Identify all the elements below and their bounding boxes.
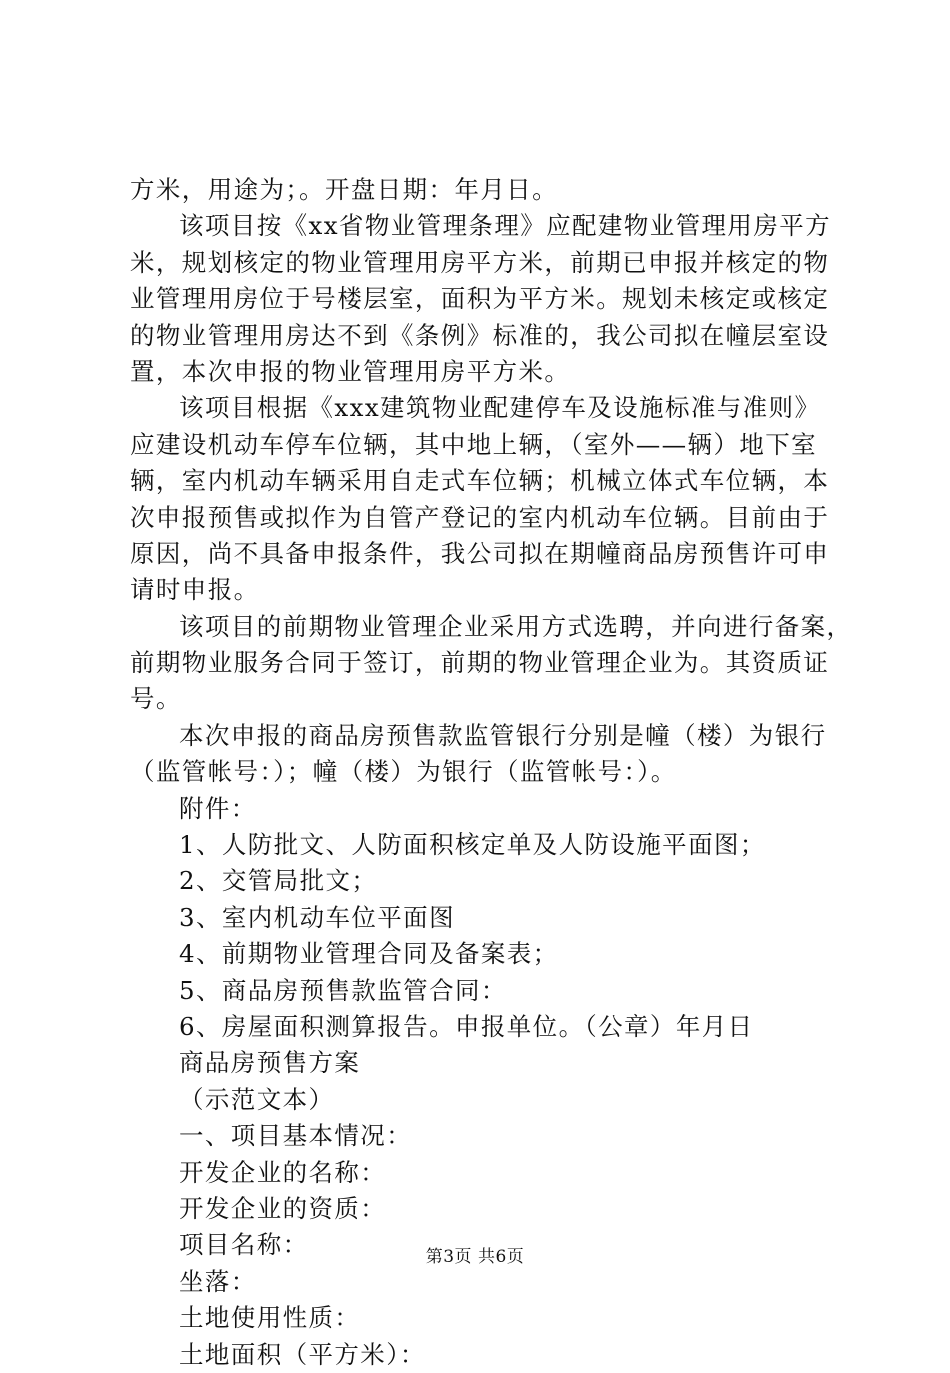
section-title: 商品房预售方案 [179, 1048, 361, 1078]
text-line: 前期物业服务合同于签订，前期的物业管理企业为。其资质证 [130, 648, 830, 678]
form-field-label: 土地面积（平方米）： [179, 1339, 426, 1369]
form-field-label: 开发企业的名称： [179, 1157, 387, 1187]
attachments-heading: 附件： [179, 793, 257, 823]
attachment-item: 2、交管局批文； [179, 866, 378, 896]
text-line: 方米，用途为；。开盘日期：年月日。 [130, 175, 559, 204]
text-line: 请时申报。 [130, 575, 260, 605]
text-line: 应建设机动车停车位辆，其中地上辆，（室外——辆）地下室 [130, 429, 818, 459]
text-line: 该项目根据《xxx建筑物业配建停车及设施标准与准则》 [179, 393, 821, 423]
document-body [130, 172, 853, 1373]
form-field-label: 坐落： [179, 1266, 257, 1296]
form-field-label: 项目名称： [179, 1230, 309, 1260]
text-line: 米，规划核定的物业管理用房平方米，前期已申报并核定的物 [130, 247, 830, 277]
section-subtitle: （示范文本） [179, 1084, 335, 1114]
attachment-item: 4、前期物业管理合同及备案表； [179, 939, 559, 969]
text-line: 业管理用房位于号楼层室，面积为平方米。规划未核定或核定 [130, 284, 830, 314]
form-field-label: 土地使用性质： [179, 1303, 361, 1333]
text-line: 号。 [130, 684, 182, 714]
text-line: 置，本次申报的物业管理用房平方米。 [130, 356, 571, 386]
section-heading: 一、项目基本情况： [179, 1121, 413, 1151]
form-field-label: 开发企业的资质： [179, 1193, 387, 1223]
text-line: 次申报预售或拟作为自管产登记的室内机动车位辆。目前由于 [130, 502, 830, 532]
page-number-footer: 第3页 共6页 [425, 1247, 525, 1267]
text-line: 的物业管理用房达不到《条例》标准的，我公司拟在幢层室设 [130, 320, 830, 350]
text-line: 辆，室内机动车辆采用自走式车位辆；机械立体式车位辆，本 [130, 466, 830, 496]
attachment-item: 5、商品房预售款监管合同： [179, 975, 507, 1005]
attachment-item: 1、人防批文、人防面积核定单及人防设施平面图； [179, 830, 766, 860]
text-line: 该项目的前期物业管理企业采用方式选聘，并向进行备案， [179, 611, 853, 641]
attachment-item: 6、房屋面积测算报告。申报单位。（公章）年月日 [179, 1011, 754, 1041]
text-line: 本次申报的商品房预售款监管银行分别是幢（楼）为银行 [179, 720, 827, 750]
attachment-item: 3、室内机动车位平面图 [179, 902, 455, 932]
text-line: （监管帐号：）；幢（楼）为银行（监管帐号：）。 [130, 757, 677, 787]
text-line: 该项目按《xx省物业管理条理》应配建物业管理用房平方 [179, 211, 832, 241]
text-line: 原因，尚不具备申报条件，我公司拟在期幢商品房预售许可申 [130, 538, 830, 568]
